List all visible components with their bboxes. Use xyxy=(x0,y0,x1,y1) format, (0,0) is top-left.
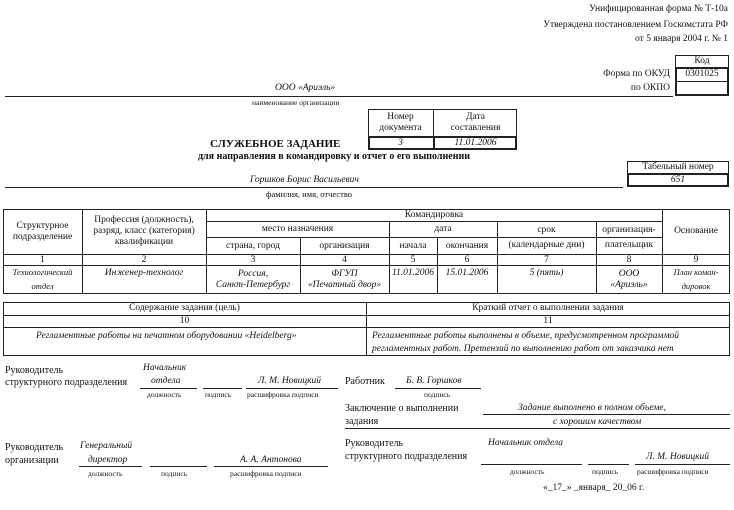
col-num-task: 10 xyxy=(179,316,190,327)
head-unit2-cap-position: должность xyxy=(510,467,545,476)
cell-profession: Инженер-технолог xyxy=(104,267,184,278)
conclusion-value-2: с хорошим качеством xyxy=(553,417,642,427)
okud-value: 0301025 xyxy=(685,69,719,80)
th-profession: Профессия (должность), разряд, класс (категория) квалификации xyxy=(93,215,195,247)
th-basis: Основание xyxy=(674,226,718,237)
head-org-name: А. А. Антонова xyxy=(240,455,302,465)
okpo-value xyxy=(675,82,729,95)
doc-number-value: 3 xyxy=(398,138,403,149)
th-organization: организация xyxy=(319,240,370,251)
th-term: срок (календарные дни) xyxy=(508,225,585,250)
cap-sign: подпись xyxy=(205,390,232,399)
task-content: Регламентные работы на печатном оборудовании «Heidelberg» xyxy=(36,331,297,341)
th-report: Краткий отчет о выполнении задания xyxy=(472,303,624,314)
doc-title: СЛУЖЕБНОЕ ЗАДАНИЕ xyxy=(210,138,341,150)
cell-start: 11.01.2006 xyxy=(391,267,435,278)
head-unit-position-2: отдела xyxy=(151,376,181,386)
form-approval: Утверждена постановлением Госкомстата РФ xyxy=(543,20,728,30)
cap-decode: расшифровка подписи xyxy=(247,390,319,399)
col-num: 4 xyxy=(342,254,347,265)
okpo-label: по ОКПО xyxy=(630,83,670,93)
worker-cap-sign: подпись xyxy=(424,390,451,399)
col-num-report: 11 xyxy=(543,316,553,327)
org-name: ООО «Ариэль» xyxy=(275,83,336,93)
head-org-label-1: Руководитель xyxy=(5,442,64,453)
head-org-cap-sign: подпись xyxy=(161,469,188,478)
head-unit2-cap-sign: подпись xyxy=(592,467,619,476)
doc-subtitle: для направления в командировку и отчет о его выполнении xyxy=(198,151,470,162)
form-approval-date: от 5 января 2004 г. № 1 xyxy=(635,34,728,44)
th-task: Содержание задания (цель) xyxy=(129,303,240,314)
cell-organization: ФГУП «Печатный двор» xyxy=(307,269,382,290)
head-org-label-2: организации xyxy=(5,455,59,466)
employee-fio: Горшков Борис Васильевич xyxy=(250,175,359,185)
cell-payer: ООО «Ариэль» xyxy=(610,269,648,290)
head-org-cap-position: должность xyxy=(88,469,123,478)
head-unit2-position: Начальник отдела xyxy=(488,438,564,448)
report-line-1: Регламентные работы выполнены в объеме, предусмотренном программой xyxy=(372,331,680,341)
col-num: 2 xyxy=(141,254,147,265)
cell-country-city: Россия, Санкт-Петербург xyxy=(215,269,291,290)
head-unit-position-1: Начальник xyxy=(143,363,187,373)
col-num: 3 xyxy=(250,254,256,265)
doc-number-header: Номер документа xyxy=(379,112,422,133)
col-num: 7 xyxy=(544,254,549,265)
org-caption: наименование организации xyxy=(252,98,340,107)
col-num: 9 xyxy=(693,254,699,265)
col-num: 6 xyxy=(464,254,470,265)
tab-number-label: Табельный номер xyxy=(642,162,714,173)
th-country-city: страна, город xyxy=(226,240,280,251)
code-label: Код xyxy=(694,56,710,67)
report-line-2: регламентных работ. Претензий по выполнению работ от заказчика нет xyxy=(372,344,674,354)
tab-number-value: 651 xyxy=(670,174,686,185)
head-unit2-label-1: Руководитель xyxy=(345,438,404,449)
col-num: 5 xyxy=(410,254,416,265)
head-unit2-label-2: структурного подразделения xyxy=(345,451,468,462)
worker-label: Работник xyxy=(345,376,385,387)
head-unit-label-1: Руководитель xyxy=(5,365,64,376)
th-start: начала xyxy=(399,240,427,251)
th-unit: Структурное подразделение xyxy=(12,220,73,242)
head-org-cap-decode: расшифровка подписи xyxy=(230,469,302,478)
head-unit2-name: Л. М. Новицкий xyxy=(646,452,710,462)
doc-date-value: 11.01.2006 xyxy=(454,138,497,149)
cap-position: должность xyxy=(147,390,182,399)
cell-unit: Технологический отдел xyxy=(12,267,73,291)
col-num: 8 xyxy=(626,254,632,265)
th-date: дата xyxy=(434,224,452,235)
form-title: Унифицированная форма № Т-10а xyxy=(589,4,728,14)
head-unit-name: Л. М. Новицкий xyxy=(258,376,322,386)
conclusion-value-1: Задание выполнено в полном объеме, xyxy=(518,403,666,413)
th-payer: организация- плательщик xyxy=(602,225,656,250)
worker-name: Б. В. Горшков xyxy=(406,376,462,386)
cell-term: 5 (пять) xyxy=(529,267,564,278)
employee-fio-caption: фамилия, имя, отчество xyxy=(266,189,353,199)
th-end: окончания xyxy=(445,240,489,251)
okud-label: Форма по ОКУД xyxy=(603,69,670,79)
head-org-position-1: Генеральный xyxy=(80,441,133,451)
th-trip: Командировка xyxy=(404,209,464,220)
conclusion-label-2: задания xyxy=(345,416,379,427)
report-date: «_17_» _января_ 20_06 г. xyxy=(543,483,645,493)
th-destination: место назначения xyxy=(261,224,334,235)
head-org-position-2: директор xyxy=(88,455,128,465)
doc-date-header: Дата составления xyxy=(450,112,501,133)
cell-basis: План коман- дировок xyxy=(673,267,719,291)
conclusion-label-1: Заключение о выполнении xyxy=(345,403,459,414)
col-num: 1 xyxy=(40,254,45,265)
cell-end: 15.01.2006 xyxy=(445,267,489,278)
head-unit2-cap-decode: расшифровка подписи xyxy=(637,467,709,476)
head-unit-label-2: структурного подразделения xyxy=(5,377,128,388)
